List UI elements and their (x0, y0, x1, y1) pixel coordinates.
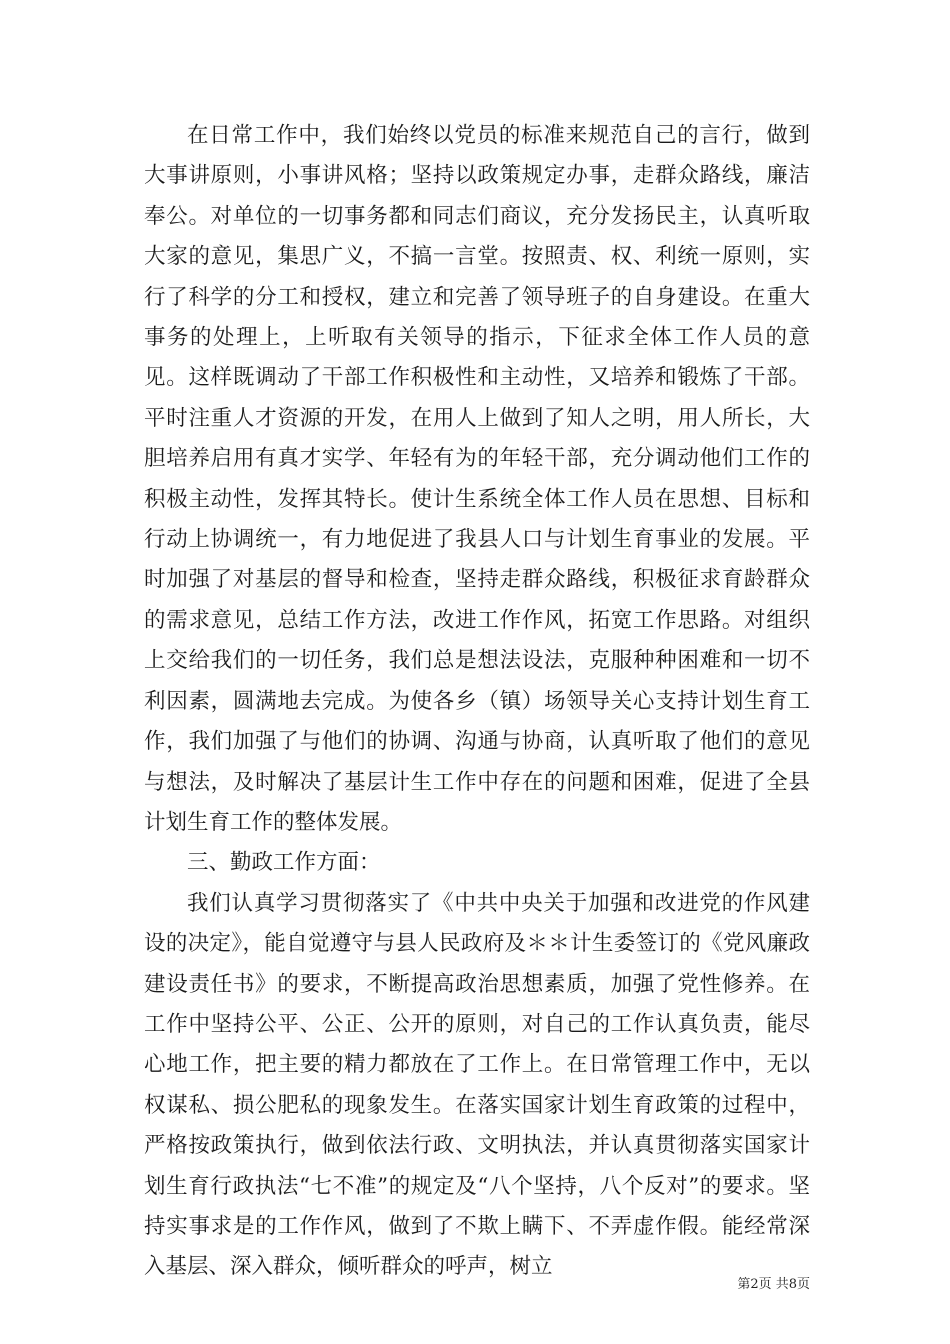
page-number-footer: 第2页 共8页 (737, 1277, 810, 1292)
paragraph-diligence: 我们认真学习贯彻落实了《中共中央关于加强和改进党的作风建设的决定》，能自觉遵守与县人民政府及＊＊计生委签订的《党风廉政建设责任书》的要求，不断提高政治思想素质，加强了党性修养。在工作中坚持公平、公正、公开的原则，对自己的工作认真负责，能尽心地工作，把主要的精力都放在了工作上。在日常管理工作中，无以权谋私、损公肥私的现象发生。在落实国家计划生育政策的过程中，严格按政策执行，做到依法行政、文明执法，并认真贯彻落实国家计划生育行政执法“七不准”的规定及“八个坚持，八个反对”的要求。坚持实事求是的工作作风，做到了不欺上瞒下、不弄虚作假。能经常深入基层、深入群众，倾听群众的呼声，树立 (144, 890, 810, 1280)
document-body (144, 116, 810, 1288)
paragraph-integrity: 在日常工作中，我们始终以党员的标准来规范自己的言行，做到大事讲原则，小事讲风格；坚持以政策规定办事，走群众路线，廉洁奉公。对单位的一切事务都和同志们商议，充分发扬民主，认真听取大家的意见，集思广义，不搞一言堂。按照责、权、利统一原则，实行了科学的分工和授权，建立和完善了领导班子的自身建设。在重大事务的处理上，上听取有关领导的指示，下征求全体工作人员的意见。这样既调动了干部工作积极性和主动性，又培养和锻炼了干部。平时注重人才资源的开发，在用人上做到了知人之明，用人所长，大胆培养启用有真才实学、年轻有为的年轻干部，充分调动他们工作的积极主动性，发挥其特长。使计生系统全体工作人员在思想、目标和行动上协调统一，有力地促进了我县人口与计划生育事业的发展。平时加强了对基层的督导和检查，坚持走群众路线，积极征求育龄群众的需求意见，总结工作方法，改进工作作风，拓宽工作思路。对组织上交给我们的一切任务，我们总是想法设法，克服种种困难和一切不利因素，圆满地去完成。为使各乡（镇）场领导关心支持计划生育工作，我们加强了与他们的协调、沟通与协商，认真听取了他们的意见与想法，及时解决了基层计生工作中存在的问题和困难，促进了全县计划生育工作的整体发展。 (144, 123, 810, 835)
section-heading-diligence: 三、勤政工作方面： (187, 850, 381, 876)
